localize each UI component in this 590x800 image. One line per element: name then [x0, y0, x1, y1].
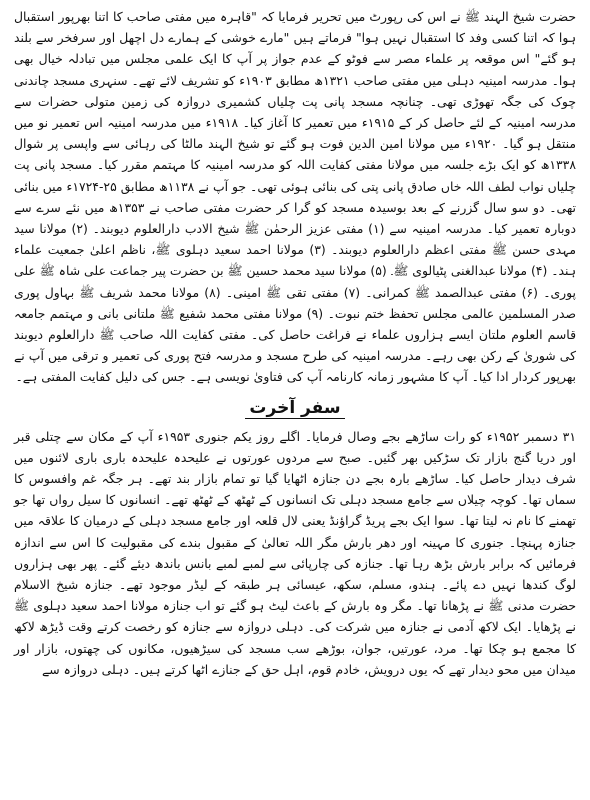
section-heading-text: سفر آخرت	[245, 398, 344, 419]
body-paragraph-2: ۳۱ دسمبر ۱۹۵۲ء کو رات ساڑھے بجے وصال فرمایا۔ اگلے روز یکم جنوری ۱۹۵۳ء آپ کے مکان سے چتلی قبر اور دریا گنج بازار تک سڑکیں بھر گئیں۔ صبح سے مردوں عورتوں نے علیحدہ علیحدہ باری باری لائنوں میں شرف دیدار حاصل کیا۔ ساڑھے بارہ بجے دن جنازہ اٹھایا گیا تو تمام بازار بند تھے۔ ہر جگہ غم وافسوس کا سماں تھا۔ کوچہ چیلاں سے جامع مسجد دہلی تک انسانوں کے ٹھٹھ کے ٹھٹھ تھے۔ انسانوں کا سیل رواں تھا جو تھمنے کا نام نہ لیتا تھا۔ سوا ایک بجے پریڈ گراؤنڈ یعنی لال قلعہ اور جامع مسجد دہلی کے درمیان کا علاقہ میں جنازہ پہنچا۔ جنوری کا مہینہ اور دھر بارش مگر اللہ تعالیٰ کے مقبول بندے کی مقبولیت کا اس سے اندازہ فرمائیں کہ برابر بارش بڑھ رہا تھا۔ جنازہ کی چارپائی سے لمبے لمبے بانس باندھ دیئے گئے۔ پھر بھی ہزاروں لوگ کندھا نہیں دے پائے۔ ہندو، مسلم، سکھ، عیسائی ہر طبقہ کے لیڈر موجود تھے۔ جنازہ شیخ الاسلام حضرت مدنی ﷺ نے پڑھانا تھا۔ مگر وہ بارش کے باعث لیٹ ہو گئے تو اب جنازہ مولانا احمد سعید دہلوی ﷺ نے پڑھایا۔ ایک لاکھ آدمی نے جنازہ میں شرکت کی۔ دہلی دروازہ سے جنازہ کو رخصت کرتے وقت ڈیڑھ لاکھ کا مجمع ہو چکا تھا۔ مرد، عورتیں، جوان، بوڑھے سب مسجد کی سیڑھیوں، مکانوں کی چھتوں، بازار اور میدان میں محو دیدار تھے کہ یوں درویش، خادم قوم، اہل حق کے جنازے اٹھا کرتے ہیں۔ دہلی دروازہ سے	[14, 428, 576, 677]
body-paragraph-1: حضرت شیخ الہند ﷺ نے اس کی رپورٹ میں تحریر فرمایا کہ "قاہرہ میں مفتی صاحب کا اتنا بھرپور استقبال ہوا کہ اتنا کسی وفد کا استقبال نہیں ہوا" فرماتے ہیں "مارے خوشی کے ہمارے دل اچھل اور سرفخر سے بلند ہو گئے" اس موقعہ پر علماء مصر سے فوٹو کے عدم جواز پر آپ کا ایک علمی مجلس میں تبادلہ خیال بھی ہوا۔ مدرسہ امینیہ دہلی میں مفتی صاحب ۱۳۲۱ھ مطابق ۱۹۰۳ء کو تشریف لائے تھے۔ سنہری مسجد چاندنی چوک کی جگہ تھوڑی تھی۔ چنانچہ مسجد پانی پت چلیاں کشمیری دروازہ کی زمین متولی حضرات سے مدرسہ امینیہ کے لئے حاصل کر کے ۱۹۱۵ء میں تعمیر کا آغاز کیا۔ ۱۹۱۸ء میں مدرسہ امینیہ اس تعمیر نو میں منتقل ہو گیا۔ ۱۹۲۰ء میں مولانا امین الدین فوت ہو گئے تو شیخ الہند مالٹا کی رہائی سے واپسی پر شوال ۱۳۳۸ھ کو ایک بڑے جلسہ میں مولانا مفتی کفایت اللہ کو مدرسہ امینیہ کا مہتمم مقرر کیا۔ مسجد پانی پت چلیاں نواب لطف اللہ خاں صادق پانی پتی کی بنائی ہوئی تھی۔ جو آپ نے ۱۱۳۸ھ مطابق ۲۵-۱۷۲۴ء میں بنائی تھی۔ دو سو سال گزرنے کے بعد بوسیدہ مسجد کو گرا کر حضرت مفتی صاحب نے ۱۳۵۳ھ میں نئے سرے سے دوبارہ تعمیر کیا۔ مدرسہ امینیہ سے (۱) مفتی عزیز الرحمٰن ﷺ شیخ الادب دارالعلوم دیوبند۔ (۲) مولانا سید مہدی حسن ﷺ مفتی اعظم دارالعلوم دیوبند۔ (۳) مولانا احمد سعید دہلوی ﷺ، ناظم اعلیٰ جمعیت علماء ہند۔ (۴) مولانا عبدالغنی پٹیالوی ﷺ۔ (۵) مولانا سید محمد حسین ﷺ بن حضرت پیر جماعت علی شاہ ﷺ علی پوری۔ (۶) مفتی عبدالصمد ﷺ کمرانی۔ (۷) مفتی تقی ﷺ امینی۔ (۸) مولانا محمد شریف ﷺ بہاول پوری صدر المسلمین عالمی مجلس تحفظ ختم نبوت۔ (۹) مولانا مفتی محمد شفیع ﷺ ملتانی بانی و مہتمم جامعہ قاسم العلوم ملتان ایسے ہزاروں علماء نے فراغت حاصل کی۔ مفتی کفایت اللہ صاحب ﷺ دارالعلوم دیوبند کی شوریٰ کے رکن بھی رہے۔ مدرسہ امینیہ کی طرح مسجد و مدرسہ فتح پوری کی تعمیر و ترقی میں آپ نے بھرپور کردار ادا کیا۔ آپ کا مشہور زمانہ کارنامہ آپ کی فتاویٰ نویسی ہے۔ جس کی دلیل کفایت المفتی ہے۔	[14, 9, 577, 385]
section-heading	[14, 396, 576, 420]
